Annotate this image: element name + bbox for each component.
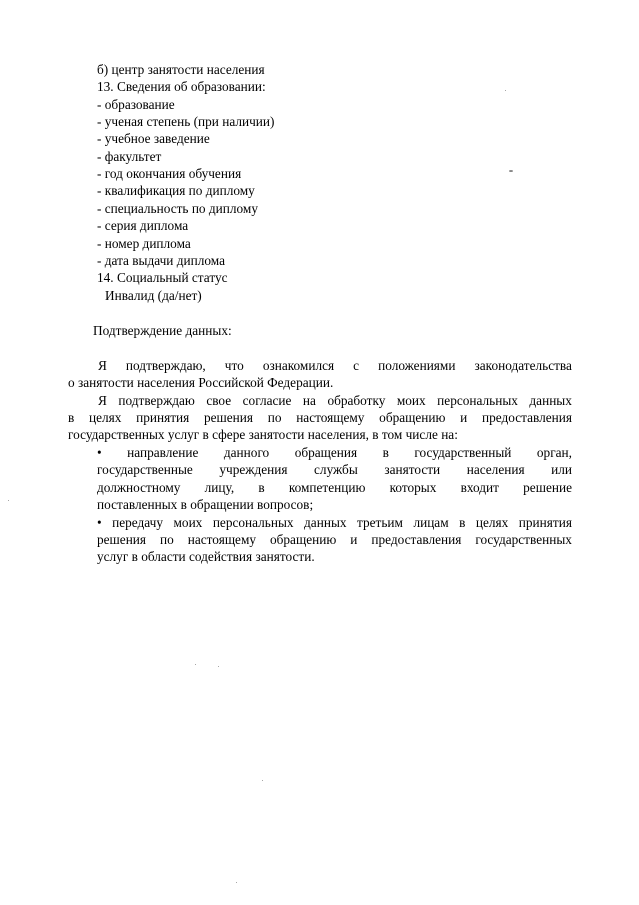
list-item: - образование [97, 97, 175, 112]
word: положениями [378, 358, 456, 373]
word: входит [460, 480, 499, 495]
word: и [460, 410, 468, 425]
word: или [551, 462, 572, 477]
list-item: 14. Социальный статус [97, 270, 228, 285]
paragraph-line [98, 392, 572, 409]
word: в [382, 445, 389, 460]
word: предоставления [481, 410, 572, 425]
word: обращения [294, 445, 358, 460]
scan-speck [195, 664, 196, 665]
word: должностному [97, 480, 181, 495]
list-item: - факультет [97, 149, 162, 164]
word: с [353, 358, 360, 373]
word: по [267, 410, 282, 425]
list-item: 13. Сведения об образовании: [97, 79, 266, 94]
word: службы [314, 462, 358, 477]
word: государственных [475, 532, 572, 547]
bullet-line [97, 479, 572, 496]
list-item: - год окончания обучения [97, 166, 242, 181]
word: данного [223, 445, 270, 460]
bullet-line [97, 531, 572, 548]
list-item: - дата выдачи диплома [97, 253, 226, 268]
word: государственный [414, 445, 512, 460]
word: • [97, 445, 102, 460]
word: данных [304, 515, 347, 530]
scan-speck [218, 666, 219, 667]
list-item: - квалификация по диплому [97, 183, 255, 198]
list-item: Инвалид (да/нет) [105, 288, 202, 303]
word: моих [173, 515, 203, 530]
word: компетенцию [288, 480, 366, 495]
word: • [97, 515, 102, 530]
word: что [224, 358, 244, 373]
word: направление [127, 445, 199, 460]
word: в [68, 410, 75, 425]
word: решение [523, 480, 572, 495]
word: данных [529, 393, 572, 408]
word: решения [97, 532, 147, 547]
list-item: - учебное заведение [97, 131, 210, 146]
scan-speck [8, 500, 9, 501]
list-item: - номер диплома [97, 236, 191, 251]
scan-speck [236, 882, 237, 883]
scan-speck [262, 780, 263, 781]
word: целях [88, 410, 122, 425]
scan-speck [505, 90, 506, 91]
paragraph-line [98, 357, 572, 374]
word: ознакомился [262, 358, 335, 373]
word: государственные [97, 462, 193, 477]
list-item: - специальность по диплому [97, 201, 258, 216]
list-item: - серия диплома [97, 218, 189, 233]
word: свое [206, 393, 232, 408]
word: подтверждаю, [125, 358, 206, 373]
word: в [459, 515, 466, 530]
list-item: б) центр занятости населения [97, 62, 265, 77]
word: моих [396, 393, 426, 408]
scan-speck [509, 170, 513, 172]
word: предоставления [371, 532, 462, 547]
word: принятия [518, 515, 572, 530]
paragraph-line [68, 409, 572, 426]
word: персональных [212, 515, 294, 530]
word: и [350, 532, 358, 547]
word: Я [98, 358, 107, 373]
word: обращению [270, 532, 337, 547]
word: учреждения [219, 462, 288, 477]
bullet-line: услуг в области содействия занятости. [97, 549, 315, 564]
word: обращению [379, 410, 446, 425]
word: которых [389, 480, 437, 495]
word: принятия [136, 410, 190, 425]
word: занятости [384, 462, 441, 477]
paragraph-line: государственных услуг в сфере занятости населения, в том числе на: [68, 427, 458, 442]
word: обработку [327, 393, 386, 408]
word: Я [98, 393, 107, 408]
bullet-line [97, 444, 572, 461]
word: орган, [536, 445, 572, 460]
word: лицам [413, 515, 449, 530]
word: целях [475, 515, 509, 530]
word: третьим [357, 515, 403, 530]
word: по [160, 532, 174, 547]
word: в [258, 480, 265, 495]
word: населения [466, 462, 525, 477]
word: персональных [437, 393, 518, 408]
word: законодательства [474, 358, 572, 373]
word: согласие [242, 393, 292, 408]
bullet-line [97, 514, 572, 531]
word: передачу [112, 515, 164, 530]
word: настоящему [187, 532, 257, 547]
bullet-line [97, 461, 572, 478]
word: лицу, [204, 480, 235, 495]
word: решения [203, 410, 254, 425]
word: настоящему [296, 410, 365, 425]
word: подтверждаю [118, 393, 195, 408]
paragraph-line: о занятости населения Российской Федерации. [68, 375, 334, 390]
list-item: - ученая степень (при наличии) [97, 114, 275, 129]
bullet-line: поставленных в обращении вопросов; [97, 497, 314, 512]
word: на [302, 393, 316, 408]
section-heading: Подтверждение данных: [93, 323, 232, 338]
